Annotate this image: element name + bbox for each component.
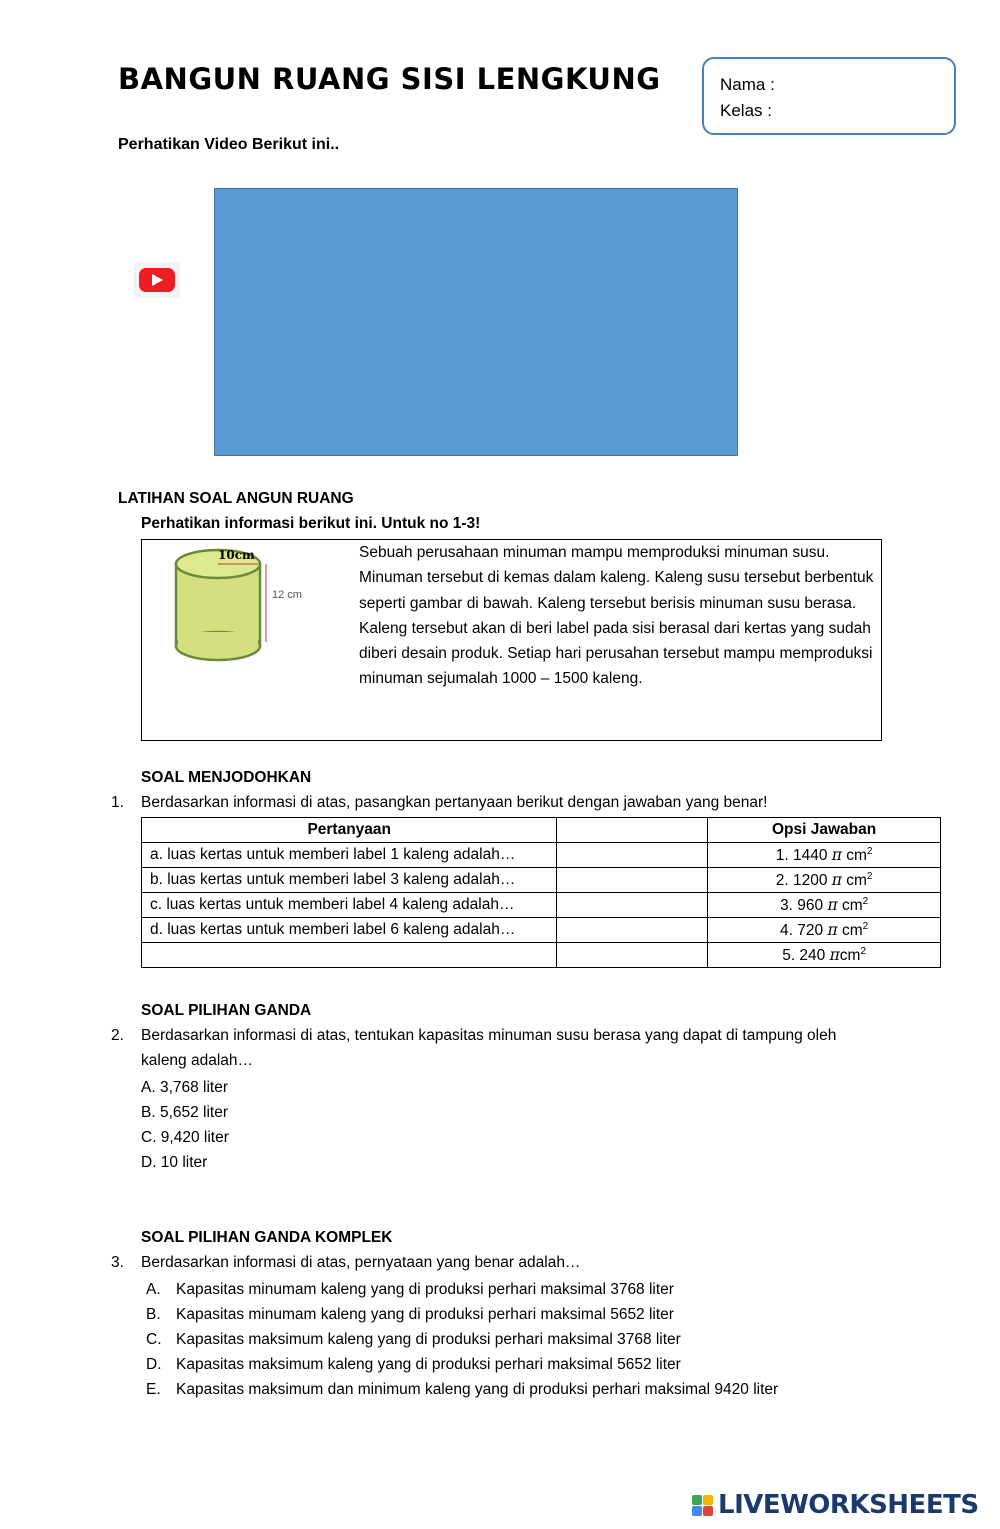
option-letter: C. [146, 1331, 162, 1348]
answer-exponent: 2 [866, 870, 873, 882]
liveworksheets-logo-icon [692, 1495, 714, 1517]
liveworksheets-logo[interactable]: LIVEWORKSHEETS [718, 1490, 979, 1520]
kelas-label: Kelas : [720, 101, 772, 120]
pi-symbol: π [831, 870, 842, 889]
complex-option-c[interactable] [146, 1327, 778, 1352]
section-intro: Perhatikan informasi berikut ini. Untuk no 1-3! [141, 515, 481, 532]
complex-option-b[interactable] [146, 1302, 778, 1327]
answer-number: 2. 1200 [775, 871, 832, 889]
option-letter: B. [146, 1306, 161, 1323]
option-text: Kapasitas maksimum kaleng yang di produksi perhari maksimal 3768 liter [176, 1331, 681, 1348]
match-drop-cell[interactable] [557, 893, 708, 918]
option-text: Kapasitas maksimum kaleng yang di produksi perhari maksimal 5652 liter [176, 1356, 681, 1373]
question-cell: a. luas kertas untuk memberi label 1 kaleng adalah… [142, 843, 557, 868]
option-text: Kapasitas maksimum dan minimum kaleng yang di produksi perhari maksimal 9420 liter [176, 1381, 779, 1398]
answer-number: 3. 960 [780, 896, 828, 914]
answer-option[interactable] [708, 918, 941, 943]
question-cell: d. luas kertas untuk memberi label 6 kaleng adalah… [142, 918, 557, 943]
answer-exponent: 2 [866, 845, 873, 857]
question-3-text: Berdasarkan informasi di atas, pernyataan yang benar adalah… [141, 1254, 581, 1271]
match-drop-cell[interactable] [557, 868, 708, 893]
question-1-text: Berdasarkan informasi di atas, pasangkan pertanyaan berikut dengan jawaban yang benar! [141, 794, 768, 811]
match-drop-cell[interactable] [557, 843, 708, 868]
cylinder-fill-patch [178, 632, 258, 646]
answer-unit: cm [841, 871, 867, 889]
cylinder-figure [170, 542, 320, 667]
answer-unit: cm [837, 896, 863, 914]
answer-number: 5. 240 [782, 946, 830, 964]
question-number-1: 1. [111, 794, 124, 811]
option-letter: A. [146, 1281, 161, 1298]
answer-unit: cm [837, 921, 863, 939]
pi-symbol: π [831, 845, 842, 864]
choice-option-b[interactable]: B. 5,652 liter [141, 1104, 229, 1121]
answer-number: 1. 1440 [775, 846, 832, 864]
pi-symbol: π [829, 945, 840, 964]
choice-option-c[interactable]: C. 9,420 liter [141, 1129, 229, 1146]
question-2-options [141, 1075, 229, 1175]
match-drop-cell[interactable] [557, 918, 708, 943]
table-row [142, 843, 941, 868]
question-number-3: 3. [111, 1254, 124, 1271]
answer-option[interactable] [708, 868, 941, 893]
choice-option-a[interactable]: A. 3,768 liter [141, 1079, 229, 1096]
diameter-label: 10cm [218, 548, 255, 562]
name-class-box [702, 57, 956, 135]
option-text: Kapasitas minumam kaleng yang di produksi perhari maksimal 5652 liter [176, 1306, 674, 1323]
question-cell: c. luas kertas untuk memberi label 4 kaleng adalah… [142, 893, 557, 918]
section-heading-pilihan-ganda: SOAL PILIHAN GANDA [141, 1002, 312, 1019]
answer-unit: cm [841, 846, 867, 864]
answer-exponent: 2 [862, 895, 869, 907]
question-number-2: 2. [111, 1027, 124, 1044]
question-cell [142, 943, 557, 968]
col-header-blank [557, 818, 708, 843]
match-drop-cell[interactable] [557, 943, 708, 968]
answer-option[interactable] [708, 893, 941, 918]
question-2-line1: Berdasarkan informasi di atas, tentukan kapasitas minuman susu berasa yang dapat di tampung oleh [141, 1027, 837, 1044]
option-letter: D. [146, 1356, 162, 1373]
answer-number: 4. 720 [780, 921, 828, 939]
pi-symbol: π [827, 895, 838, 914]
page-title: BANGUN RUANG SISI LENGKUNG [118, 62, 661, 96]
table-row [142, 918, 941, 943]
table-row [142, 893, 941, 918]
video-embed[interactable] [214, 188, 738, 456]
choice-option-d[interactable]: D. 10 liter [141, 1154, 208, 1171]
section-heading-menjodohkan: SOAL MENJODOHKAN [141, 769, 312, 786]
section-heading-latihan: LATIHAN SOAL ANGUN RUANG [118, 490, 354, 507]
nama-label: Nama : [720, 75, 775, 94]
option-text: Kapasitas minumam kaleng yang di produksi perhari maksimal 3768 liter [176, 1281, 674, 1298]
section-heading-pg-komplek: SOAL PILIHAN GANDA KOMPLEK [141, 1229, 393, 1246]
info-paragraph: Sebuah perusahaan minuman mampu memproduksi minuman susu. Minuman tersebut di kemas dalam kaleng. Kaleng susu tersebut berbentuk seperti gambar di bawah. Kaleng tersebut berisis minuman susu berasa. Kaleng tersebut akan di beri label pada sisi berasal dari kertas yang sudah diberi desain produk. Setiap hari perusahan tersebut mampu memproduksi minuman sejumalah 1000 – 1500 kaleng. [359, 544, 874, 688]
table-row [142, 943, 941, 968]
question-cell: b. luas kertas untuk memberi label 3 kaleng adalah… [142, 868, 557, 893]
answer-unit: cm [839, 946, 861, 964]
info-box [141, 539, 882, 741]
table-header-row [142, 818, 941, 843]
youtube-play-icon[interactable] [134, 262, 180, 298]
answer-option[interactable] [708, 943, 941, 968]
col-header-question: Pertanyaan [142, 818, 557, 843]
answer-exponent: 2 [860, 945, 867, 957]
video-instruction: Perhatikan Video Berikut ini.. [118, 136, 340, 153]
pi-symbol: π [827, 920, 838, 939]
complex-option-e[interactable] [146, 1377, 778, 1402]
complex-option-a[interactable] [146, 1277, 778, 1302]
complex-option-d[interactable] [146, 1352, 778, 1377]
answer-exponent: 2 [862, 920, 869, 932]
height-label: 12 cm [272, 589, 302, 601]
matching-table [141, 817, 941, 968]
question-3-options [146, 1277, 778, 1402]
option-letter: E. [146, 1381, 161, 1398]
play-icon [152, 274, 163, 286]
question-2-line2: kaleng adalah… [141, 1052, 254, 1069]
answer-option[interactable] [708, 843, 941, 868]
table-row [142, 868, 941, 893]
col-header-answer: Opsi Jawaban [708, 818, 941, 843]
